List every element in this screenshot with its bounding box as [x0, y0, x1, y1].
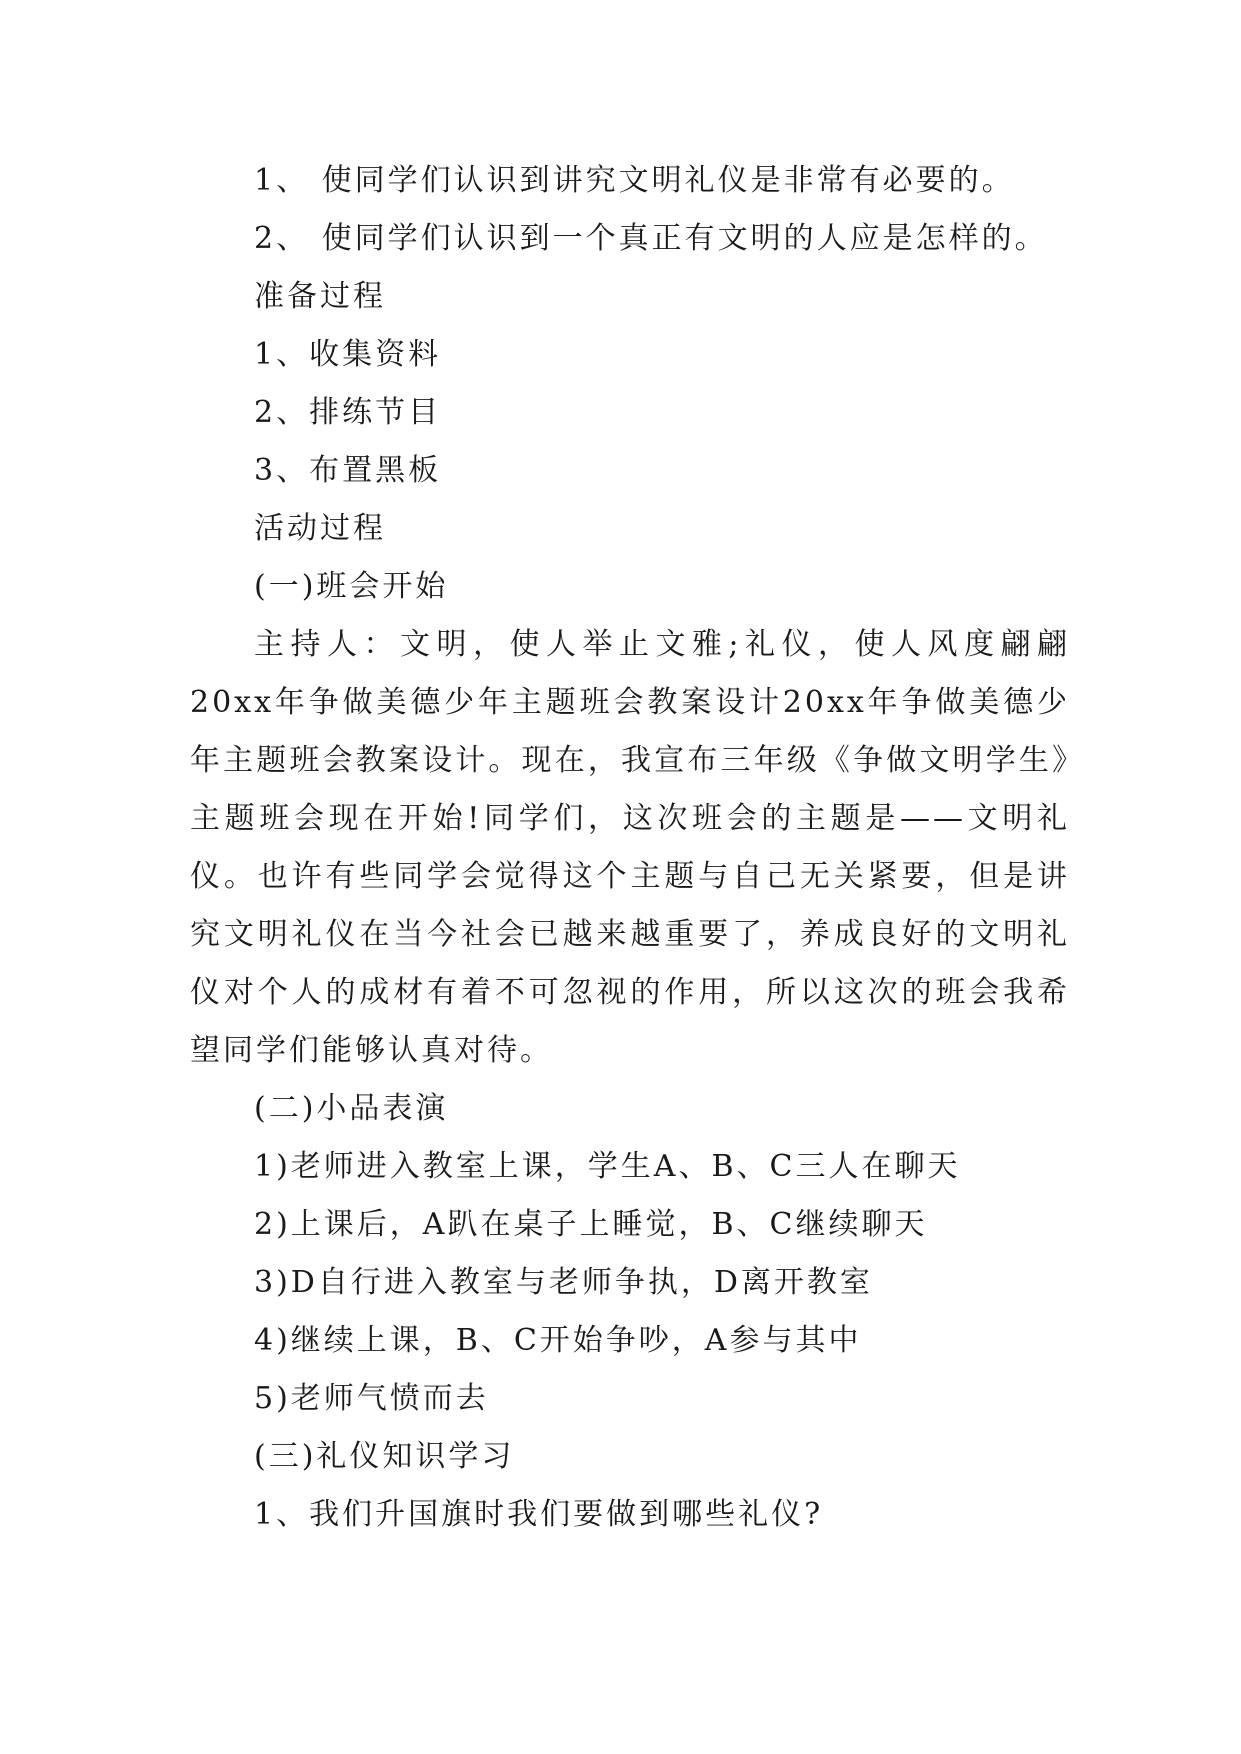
goal-item-2: 2、 使同学们认识到一个真正有文明的人应是怎样的。	[254, 221, 1048, 256]
subsection-heading-opening: (一)班会开始	[254, 569, 449, 604]
goal-item-1: 1、 使同学们认识到讲究文明礼仪是非常有必要的。	[254, 163, 1015, 198]
subsection-heading-etiquette: (三)礼仪知识学习	[254, 1439, 515, 1474]
section-heading-preparation: 准备过程	[254, 279, 386, 314]
skit-step-4: 4)继续上课，B、C开始争吵，A参与其中	[254, 1323, 862, 1358]
subsection-heading-skit: (二)小品表演	[254, 1091, 449, 1126]
preparation-item-2: 2、排练节目	[254, 395, 442, 430]
host-speech-paragraph: 主持人：文明，使人举止文雅;礼仪，使人风度翩翩20xx年争做美德少年主题班会教案设计20xx年争做美德少年主题班会教案设计。现在，我宣布三年级《争做文明学生》主题班会现在开始!同学们，这次班会的主题是——文明礼仪。也许有些同学会觉得这个主题与自己无关紧要，但是讲究文明礼仪在当今社会已越来越重要了，养成良好的文明礼仪对个人的成材有着不可忽视的作用，所以这次的班会我希望同学们能够认真对待。	[190, 627, 1070, 1068]
etiquette-question-1: 1、我们升国旗时我们要做到哪些礼仪?	[254, 1497, 824, 1532]
preparation-item-1: 1、收集资料	[254, 337, 442, 372]
preparation-item-3: 3、布置黑板	[254, 453, 442, 488]
document-body	[190, 152, 1070, 1544]
skit-step-3: 3)D自行进入教室与老师争执，D离开教室	[254, 1265, 873, 1300]
skit-step-2: 2)上课后，A趴在桌子上睡觉，B、C继续聊天	[254, 1207, 928, 1242]
skit-step-5: 5)老师气愤而去	[254, 1381, 489, 1416]
section-heading-activity: 活动过程	[254, 511, 386, 546]
skit-step-1: 1)老师进入教室上课，学生A、B、C三人在聊天	[254, 1149, 961, 1184]
